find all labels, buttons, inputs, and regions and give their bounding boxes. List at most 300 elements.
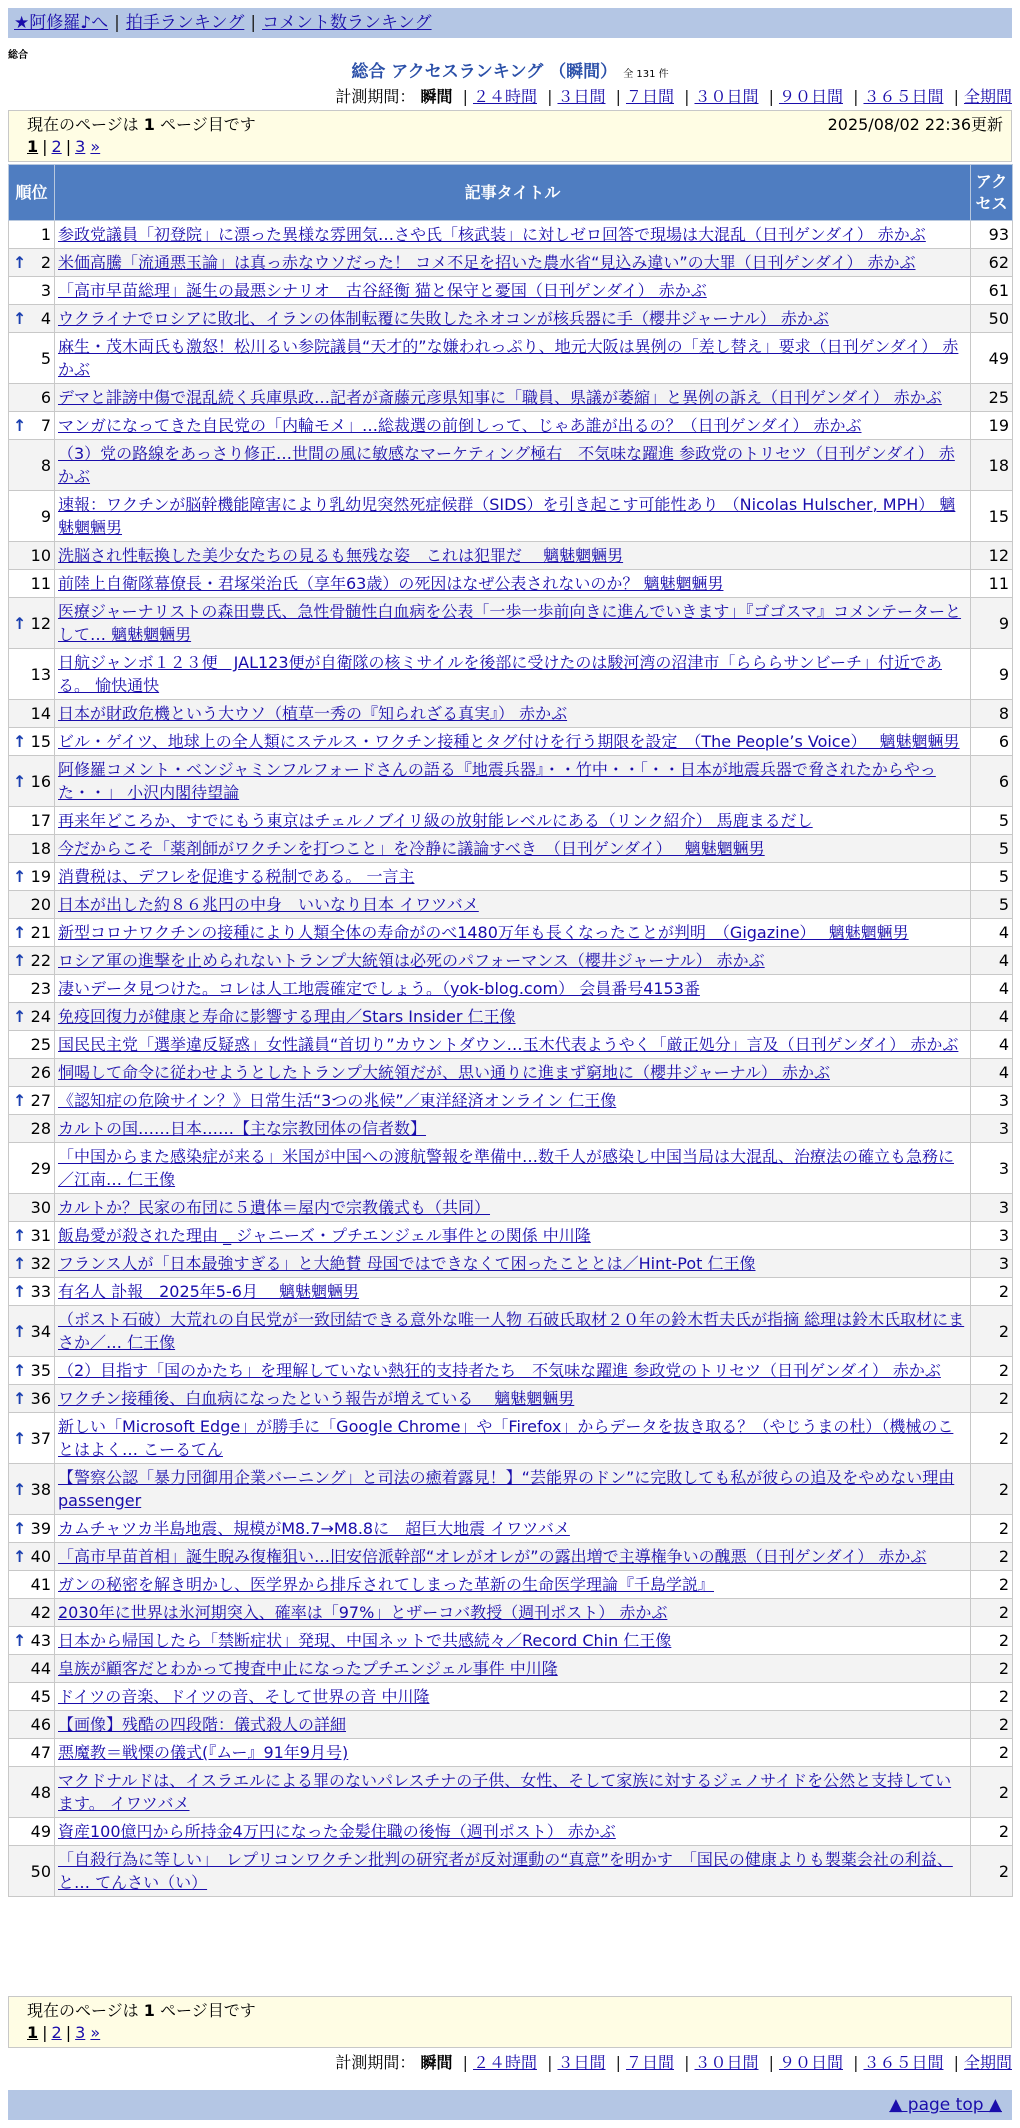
table-row — [9, 1739, 1013, 1767]
article-title-link[interactable]: 消費税は、デフレを促進する税制である。 一言主 — [58, 867, 415, 886]
page-info-bottom — [8, 1996, 1012, 2048]
rank-number: 33 — [30, 1282, 51, 1301]
clap-ranking-link[interactable]: 拍手ランキング — [125, 13, 245, 33]
rank-number: 6 — [40, 388, 51, 407]
rank-number: 12 — [30, 613, 51, 633]
article-title-link[interactable]: 日航ジャンボ１２３便 JAL123便が自衛隊の核ミサイルを後部に受けたのは駿河湾の沼津市「らららサンビーチ」付近である。 愉快通快 — [58, 653, 942, 695]
rank-cell — [9, 728, 55, 756]
page-info-suffix: ページ目です — [154, 2001, 256, 2020]
title-cell — [55, 440, 971, 491]
access-count: 3 — [971, 1087, 1013, 1115]
period-separator: | — [953, 2053, 959, 2072]
table-row — [9, 1627, 1013, 1655]
rank-cell — [9, 570, 55, 598]
rank-cell — [9, 1115, 55, 1143]
article-title-link[interactable]: （2）目指す「国のかたち」を理解していない熱狂的支持者たち 不気味な躍進 参政党のトリセツ（日刊ゲンダイ） 赤かぶ — [58, 1361, 941, 1380]
period-24h-link[interactable]: ２４時間 — [472, 2053, 537, 2072]
article-title-link[interactable]: 【警察公認「暴力団御用企業バーニング」と司法の癒着露見！】“芸能界のドン”に完敗しても私が彼らの追及をやめない理由 passenger — [58, 1468, 955, 1510]
rank-number: 47 — [30, 1743, 51, 1762]
access-count: 2 — [971, 1739, 1013, 1767]
access-count: 61 — [971, 277, 1013, 305]
rank-number: 10 — [30, 546, 51, 565]
table-row — [9, 491, 1013, 542]
rank-number: 32 — [30, 1254, 51, 1273]
page-info-prefix: 現在のページは — [27, 115, 144, 134]
rank-cell — [9, 1059, 55, 1087]
rank-up-arrow-icon: ↑ — [13, 923, 27, 942]
table-row — [9, 1818, 1013, 1846]
rank-cell — [9, 947, 55, 975]
article-title-link[interactable]: 《認知症の危険サイン？》日常生活“3つの兆候”／東洋経済オンライン 仁王像 — [58, 1091, 617, 1110]
access-count: 3 — [971, 1250, 1013, 1278]
rank-cell — [9, 1711, 55, 1739]
article-title-link[interactable]: 新型コロナワクチンの接種により人類全体の寿命がのべ1480万年も長くなったことが判明 （Gigazine） 魑魅魍魎男 — [58, 923, 909, 942]
rank-cell — [9, 700, 55, 728]
access-count: 4 — [971, 1003, 1013, 1031]
title-cell — [55, 384, 971, 412]
period-30d-link[interactable]: ３０日間 — [694, 2053, 759, 2072]
rank-number: 23 — [30, 979, 51, 998]
page-info-number: 1 — [143, 115, 155, 134]
rank-cell — [9, 1222, 55, 1250]
title-cell — [55, 975, 971, 1003]
period-90d-link[interactable]: ９０日間 — [778, 2053, 843, 2072]
title-cell — [55, 919, 971, 947]
comment-ranking-link[interactable]: コメント数ランキング — [262, 13, 432, 33]
article-title-link[interactable]: 今だからこそ「薬剤師がワクチンを打つこと」を冷静に議論すべき （日刊ゲンダイ） 魑魅魍魎男 — [58, 839, 765, 858]
pager-next[interactable]: » — [90, 2023, 101, 2042]
rank-cell — [9, 649, 55, 700]
period-3d-link[interactable]: ３日間 — [557, 87, 606, 106]
access-count: 2 — [971, 1413, 1013, 1464]
access-count: 2 — [971, 1306, 1013, 1357]
period-7d-link[interactable]: ７日間 — [625, 2053, 674, 2072]
rank-number: 42 — [30, 1603, 51, 1622]
access-count: 2 — [971, 1767, 1013, 1818]
table-row — [9, 891, 1013, 919]
rank-up-arrow-icon: ↑ — [13, 1428, 27, 1448]
table-row — [9, 649, 1013, 700]
access-count: 2 — [971, 1599, 1013, 1627]
table-row — [9, 1515, 1013, 1543]
ranking-table-body — [9, 221, 1013, 1897]
title-cell — [55, 1627, 971, 1655]
article-title-link[interactable]: 国民民主党「選挙違反疑惑」女性議員“首切り”カウントダウン…玉木代表ようやく「厳正処分」言及（日刊ゲンダイ） 赤かぶ — [58, 1035, 959, 1054]
rank-number: 29 — [30, 1158, 51, 1178]
table-row — [9, 1222, 1013, 1250]
title-cell — [55, 700, 971, 728]
rank-cell — [9, 1413, 55, 1464]
article-title-link[interactable]: 日本から帰国したら「禁断症状」発現、中国ネットで共感続々／Record Chin 仁王像 — [58, 1631, 672, 1650]
rank-cell — [9, 1194, 55, 1222]
title-cell — [55, 1385, 971, 1413]
article-title-link[interactable]: ガンの秘密を解き明かし、医学界から排斥されてしまった革新の生命医学理論『千島学説』 — [58, 1575, 715, 1594]
title-cell — [55, 1357, 971, 1385]
article-title-link[interactable]: 阿修羅コメント・ベンジャミンフルフォードさんの語る『地震兵器』・・竹中・・「・・日本が地震兵器で脅されたからやった・・」 小沢内閣待望論 — [58, 760, 936, 802]
rank-up-arrow-icon: ↑ — [13, 732, 27, 751]
title-cell — [55, 542, 971, 570]
article-title-link[interactable]: 前陸上自衛隊幕僚長・君塚栄治氏（享年63歳）の死因はなぜ公表されないのか？ 魑魅魍魎男 — [58, 574, 724, 593]
access-count: 2 — [971, 1655, 1013, 1683]
title-cell — [55, 835, 971, 863]
article-title-link[interactable]: 速報：ワクチンが脳幹機能障害により乳幼児突然死症候群（SIDS）を引き起こす可能性あり （Nicolas Hulscher, MPH） 魑魅魍魎男 — [58, 495, 956, 537]
access-count: 2 — [971, 1571, 1013, 1599]
article-title-link[interactable]: デマと誹謗中傷で混乱続く兵庫県政…記者が斎藤元彦県知事に「職員、県議が萎縮」と異例の訴え（日刊ゲンダイ） 赤かぶ — [58, 388, 942, 407]
table-row — [9, 1543, 1013, 1571]
rank-number: 20 — [30, 895, 51, 914]
article-title-link[interactable]: 日本が財政危機という大ウソ（植草一秀の『知られざる真実』） 赤かぶ — [58, 704, 568, 723]
period-365d-link[interactable]: ３６５日間 — [863, 2053, 944, 2072]
table-row — [9, 863, 1013, 891]
table-row — [9, 975, 1013, 1003]
pager-page-2[interactable]: 2 — [51, 137, 62, 156]
access-count: 2 — [971, 1464, 1013, 1515]
article-title-link[interactable]: 「高市早苗首相」誕生睨み復権狙い…旧安倍派幹部“オレがオレが”の露出増で主導権争いの醜悪（日刊ゲンダイ） 赤かぶ — [58, 1547, 927, 1566]
access-count: 4 — [971, 1031, 1013, 1059]
nav-separator: | — [114, 13, 120, 33]
title-cell — [55, 1711, 971, 1739]
article-title-link[interactable]: カルトの国……日本……【主な宗教団体の信者数】 — [58, 1119, 427, 1138]
access-count: 2 — [971, 1543, 1013, 1571]
pager-current-page: 1 — [27, 2023, 39, 2042]
table-row — [9, 1194, 1013, 1222]
access-count: 18 — [971, 440, 1013, 491]
rank-number: 34 — [30, 1321, 51, 1341]
table-row — [9, 1767, 1013, 1818]
rank-number: 46 — [30, 1715, 51, 1734]
rank-up-arrow-icon: ↑ — [13, 951, 27, 970]
rank-number: 43 — [30, 1631, 51, 1650]
table-row — [9, 305, 1013, 333]
table-row — [9, 1003, 1013, 1031]
access-count: 4 — [971, 919, 1013, 947]
rank-number: 15 — [30, 732, 51, 751]
table-row — [9, 1087, 1013, 1115]
table-row — [9, 1250, 1013, 1278]
title-cell — [55, 1115, 971, 1143]
access-count: 3 — [971, 1115, 1013, 1143]
article-title-link[interactable]: 米価高騰「流通悪玉論」は真っ赤なウソだった！ コメ不足を招いた農水省“見込み違い”の大罪（日刊ゲンダイ） 赤かぶ — [58, 253, 916, 272]
rank-cell — [9, 1385, 55, 1413]
period-separator: | — [462, 2053, 468, 2072]
rank-cell — [9, 277, 55, 305]
rank-cell — [9, 384, 55, 412]
rank-cell — [9, 835, 55, 863]
rank-cell — [9, 1599, 55, 1627]
rank-number: 3 — [40, 281, 51, 300]
rank-number: 26 — [30, 1063, 51, 1082]
pager-top — [27, 136, 993, 158]
period-all-link[interactable]: 全期間 — [963, 2053, 1012, 2072]
article-title-link[interactable]: 凄いデータ見つけた。コレは人工地震確定でしょう。（yok-blog.com） 会員番号4153番 — [58, 979, 700, 998]
pager-separator: | — [42, 137, 48, 156]
article-title-link[interactable]: 洗脳され性転換した美少女たちの見るも無残な姿 これは犯罪だ 魑魅魍魎男 — [58, 546, 624, 565]
article-title-link[interactable]: 参政党議員「初登院」に漂った異様な雰囲気…さや氏「核武装」に対しゼロ回答で現場は大混乱（日刊ゲンダイ） 赤かぶ — [58, 225, 926, 244]
table-row — [9, 277, 1013, 305]
rank-cell — [9, 333, 55, 384]
article-title-link[interactable]: 飯島愛が殺された理由 _ ジャニーズ・プチエンジェル事件との関係 中川隆 — [58, 1226, 591, 1245]
rank-cell — [9, 1003, 55, 1031]
table-row — [9, 1711, 1013, 1739]
rank-cell — [9, 1143, 55, 1194]
title-cell — [55, 728, 971, 756]
updated-timestamp: 2025/08/02 22:36更新 — [827, 115, 1003, 134]
period-24h-link[interactable]: ２４時間 — [472, 87, 537, 106]
rank-up-arrow-icon: ↑ — [13, 1226, 27, 1245]
rank-number: 25 — [30, 1035, 51, 1054]
period-90d-link[interactable]: ９０日間 — [778, 87, 843, 106]
article-title-link[interactable]: ドイツの音楽、ドイツの音、そして世界の音 中川隆 — [58, 1687, 430, 1706]
access-count: 4 — [971, 975, 1013, 1003]
table-row — [9, 440, 1013, 491]
pager-current-page: 1 — [27, 137, 39, 156]
rank-up-arrow-icon: ↑ — [13, 1631, 27, 1650]
table-row — [9, 1059, 1013, 1087]
access-count: 11 — [971, 570, 1013, 598]
rank-cell — [9, 1767, 55, 1818]
rank-number: 44 — [30, 1659, 51, 1678]
table-row — [9, 221, 1013, 249]
access-count: 4 — [971, 1059, 1013, 1087]
period-7d-link[interactable]: ７日間 — [625, 87, 674, 106]
pager-separator: | — [65, 2023, 72, 2042]
access-count: 12 — [971, 542, 1013, 570]
access-count: 8 — [971, 700, 1013, 728]
table-row — [9, 1357, 1013, 1385]
period-current: 瞬間 — [420, 87, 453, 106]
article-title-link[interactable]: マクドナルドは、イスラエルによる罪のないパレスチナの子供、女性、そして家族に対するジェノサイドを公然と支持しています。 イワツバメ — [58, 1771, 952, 1813]
rank-cell — [9, 249, 55, 277]
period-separator: | — [768, 2053, 774, 2072]
pager-next[interactable]: » — [90, 137, 101, 156]
home-link[interactable]: ★阿修羅♪へ — [14, 13, 109, 33]
rank-number: 9 — [40, 506, 51, 526]
table-row — [9, 570, 1013, 598]
title-cell — [55, 1767, 971, 1818]
pager-separator: | — [65, 137, 72, 156]
title-cell — [55, 1515, 971, 1543]
access-count: 2 — [971, 1385, 1013, 1413]
section-label: 総合 — [8, 50, 28, 61]
period-separator: | — [547, 2053, 553, 2072]
rank-cell — [9, 542, 55, 570]
article-title-link[interactable]: ワクチン接種後、白血病になったという報告が増えている 魑魅魍魎男 — [58, 1389, 575, 1408]
title-column-header: 記事タイトル — [55, 165, 971, 221]
rank-up-arrow-icon: ↑ — [13, 1519, 27, 1538]
title-cell — [55, 1194, 971, 1222]
article-title-link[interactable]: 医療ジャーナリストの森田豊氏、急性骨髄性白血病を公表「一歩一歩前向きに進んでいきます」『ゴゴスマ』コメンテーターとして… 魑魅魍魎男 — [58, 602, 962, 644]
article-title-link[interactable]: 再来年どころか、すでにもう東京はチェルノブイリ級の放射能レベルにある（リンク紹介） 馬鹿まるだし — [58, 811, 813, 830]
pager-page-2[interactable]: 2 — [51, 2023, 62, 2042]
rank-number: 50 — [30, 1861, 51, 1881]
rank-number: 48 — [30, 1782, 51, 1802]
article-title-link[interactable]: カルトか？民家の布団に５遺体＝屋内で宗教儀式も（共同） — [58, 1198, 491, 1217]
rank-up-arrow-icon: ↑ — [13, 416, 27, 435]
rank-number: 36 — [30, 1389, 51, 1408]
table-row — [9, 1571, 1013, 1599]
article-title-link[interactable]: 麻生・茂木両氏も激怒！松川るい参院議員“天才的”な嫌われっぷり、地元大阪は異例の「差し替え」要求（日刊ゲンダイ） 赤かぶ — [58, 337, 959, 379]
title-cell — [55, 1413, 971, 1464]
period-separator: | — [853, 87, 859, 106]
rank-number: 45 — [30, 1687, 51, 1706]
rank-up-arrow-icon: ↑ — [13, 1321, 27, 1341]
article-title-link[interactable]: マンガになってきた自民党の「内輪モメ」…総裁選の前倒しって、じゃあ誰が出るの？（日刊ゲンダイ） 赤かぶ — [58, 416, 862, 435]
rank-cell — [9, 1357, 55, 1385]
page-info-suffix: ページ目です — [154, 115, 256, 134]
rank-number: 24 — [30, 1007, 51, 1026]
title-cell — [55, 1543, 971, 1571]
rank-cell — [9, 412, 55, 440]
rank-number: 41 — [30, 1575, 51, 1594]
rank-up-arrow-icon: ↑ — [13, 867, 27, 886]
table-row — [9, 1683, 1013, 1711]
title-cell — [55, 333, 971, 384]
rank-cell — [9, 863, 55, 891]
rank-cell — [9, 1515, 55, 1543]
rank-cell — [9, 598, 55, 649]
title-cell — [55, 649, 971, 700]
period-separator: | — [853, 2053, 859, 2072]
rank-up-arrow-icon: ↑ — [13, 309, 27, 328]
period-30d-link[interactable]: ３０日間 — [694, 87, 759, 106]
article-title-link[interactable]: 2030年に世界は氷河期突入、確率は「97%」とザーコバ教授（週刊ポスト） 赤かぶ — [58, 1603, 668, 1622]
period-all-link[interactable]: 全期間 — [963, 87, 1012, 106]
rank-number: 7 — [40, 416, 51, 435]
rank-cell — [9, 1543, 55, 1571]
rank-up-arrow-icon: ↑ — [13, 1254, 27, 1273]
rank-cell — [9, 1087, 55, 1115]
title-cell — [55, 1599, 971, 1627]
rank-cell — [9, 975, 55, 1003]
table-row — [9, 384, 1013, 412]
bottom-bar — [8, 2090, 1012, 2120]
title-cell — [55, 249, 971, 277]
rank-number: 38 — [30, 1479, 51, 1499]
pager-page-3[interactable]: 3 — [75, 137, 86, 156]
title-cell — [55, 221, 971, 249]
table-row — [9, 1031, 1013, 1059]
table-row — [9, 807, 1013, 835]
table-row — [9, 700, 1013, 728]
table-row — [9, 919, 1013, 947]
rank-up-arrow-icon: ↑ — [13, 1389, 27, 1408]
article-title-link[interactable]: 「中国からまた感染症が来る」米国が中国への渡航警報を準備中…数千人が感染し中国当局は大混乱、治療法の確立も急務に／江南… 仁王像 — [58, 1147, 955, 1189]
article-title-link[interactable]: ロシア軍の進撃を止められないトランプ大統領は必死のパフォーマンス（櫻井ジャーナル） 赤かぶ — [58, 951, 765, 970]
article-title-link[interactable]: 免疫回復力が健康と寿命に影響する理由／Stars Insider 仁王像 — [58, 1007, 516, 1026]
access-count: 5 — [971, 863, 1013, 891]
rank-number: 40 — [30, 1547, 51, 1566]
rank-number: 39 — [30, 1519, 51, 1538]
article-title-link[interactable]: 資産100億円から所持金4万円になった金髪住職の後悔（週刊ポスト） 赤かぶ — [58, 1822, 616, 1841]
period-separator: | — [615, 2053, 621, 2072]
table-row — [9, 249, 1013, 277]
title-cell — [55, 891, 971, 919]
rank-number: 22 — [30, 951, 51, 970]
title-cell — [55, 947, 971, 975]
access-count: 2 — [971, 1846, 1013, 1897]
access-count: 9 — [971, 649, 1013, 700]
period-3d-link[interactable]: ３日間 — [557, 2053, 606, 2072]
article-title-link[interactable]: 悪魔教＝戦慄の儀式(『ムー』91年9月号) — [58, 1743, 349, 1762]
rank-number: 16 — [30, 771, 51, 791]
title-cell — [55, 1306, 971, 1357]
rank-number: 17 — [30, 811, 51, 830]
table-row — [9, 333, 1013, 384]
table-row — [9, 1115, 1013, 1143]
period-365d-link[interactable]: ３６５日間 — [863, 87, 944, 106]
rank-cell — [9, 1739, 55, 1767]
page-info-prefix: 現在のページは — [27, 2001, 144, 2020]
rank-cell — [9, 1031, 55, 1059]
article-title-link[interactable]: 「高市早苗総理」誕生の最悪シナリオ 古谷経衡 猫と保守と憂国（日刊ゲンダイ） 赤かぶ — [58, 281, 707, 300]
access-count: 5 — [971, 807, 1013, 835]
pager-bottom — [27, 2022, 993, 2044]
rank-number: 49 — [30, 1822, 51, 1841]
table-row — [9, 542, 1013, 570]
table-row — [9, 1385, 1013, 1413]
rank-number: 1 — [40, 225, 51, 244]
title-cell — [55, 277, 971, 305]
rank-cell — [9, 1464, 55, 1515]
title-cell — [55, 1464, 971, 1515]
title-cell — [55, 1031, 971, 1059]
access-count: 3 — [971, 1222, 1013, 1250]
rank-cell — [9, 891, 55, 919]
period-separator: | — [615, 87, 621, 106]
table-row — [9, 1599, 1013, 1627]
title-cell — [55, 1222, 971, 1250]
article-title-link[interactable]: 恫喝して命令に従わせようとしたトランプ大統領だが、思い通りに進まず窮地に（櫻井ジャーナル） 赤かぶ — [58, 1063, 830, 1082]
ranking-table — [8, 164, 1013, 1897]
article-title-link[interactable]: ビル・ゲイツ、地球上の全人類にステルス・ワクチン接種とタグ付けを行う期限を設定 （The People’s Voice） 魑魅魍魎男 — [58, 732, 960, 751]
rank-number: 19 — [30, 867, 51, 886]
rank-number: 30 — [30, 1198, 51, 1217]
article-title-link[interactable]: 皇族が顧客だとわかって捜査中止になったプチエンジェル事件 中川隆 — [58, 1659, 558, 1678]
rank-number: 2 — [40, 253, 51, 272]
article-title-link[interactable]: カムチャツカ半島地震、規模がM8.7→M8.8に 超巨大地震 イワツバメ — [58, 1519, 570, 1538]
access-count: 15 — [971, 491, 1013, 542]
title-cell — [55, 1250, 971, 1278]
title-cell — [55, 1087, 971, 1115]
article-title-link[interactable]: 「自殺行為に等しい」 レプリコンワクチン批判の研究者が反対運動の“真意”を明かす 「国民の健康よりも製薬会社の利益、と… てんさい（い） — [58, 1850, 953, 1892]
article-title-link[interactable]: ウクライナでロシアに敗北、イランの体制転覆に失敗したネオコンが核兵器に手（櫻井ジャーナル） 赤かぶ — [58, 309, 829, 328]
period-current: 瞬間 — [420, 2053, 453, 2072]
title-cell — [55, 1655, 971, 1683]
rank-number: 5 — [40, 348, 51, 368]
pager-page-3[interactable]: 3 — [75, 2023, 86, 2042]
access-count: 6 — [971, 728, 1013, 756]
article-title-link[interactable]: （ポスト石破）大荒れの自民党が一致団結できる意外な唯一人物 石破氏取材２０年の鈴木哲夫氏が指摘 総理は鈴木氏取材にまさか／… 仁王像 — [58, 1310, 965, 1352]
article-title-link[interactable]: 新しい「Microsoft Edge」が勝手に「Google Chrome」や「Firefox」からデータを抜き取る？（やじうまの杜）（機械のことはよく… こーるてん — [58, 1417, 954, 1459]
article-title-link[interactable]: 日本が出した約８６兆円の中身 いいなり日本 イワツバメ — [58, 895, 479, 914]
period-separator: | — [684, 87, 690, 106]
article-title-link[interactable]: フランス人が「日本最強すぎる」と大絶賛 母国ではできなくて困ったこととは／Hint-Pot 仁王像 — [58, 1254, 756, 1273]
access-count: 2 — [971, 1515, 1013, 1543]
title-cell — [55, 412, 971, 440]
article-title-link[interactable]: （3）党の路線をあっさり修正…世間の風に敏感なマーケティング極右 不気味な躍進 参政党のトリセツ（日刊ゲンダイ） 赤かぶ — [58, 444, 955, 486]
access-count: 93 — [971, 221, 1013, 249]
top-nav-bar — [8, 8, 1012, 38]
total-count: 全 131 件 — [623, 69, 669, 80]
page-top-link[interactable]: ▲ page top ▲ — [889, 2095, 1002, 2115]
page-info-text — [27, 2000, 993, 2022]
rank-cell — [9, 1818, 55, 1846]
page-info-top — [8, 110, 1012, 162]
article-title-link[interactable]: 【画像】残酷の四段階：儀式殺人の詳細 — [58, 1715, 347, 1734]
title-cell — [55, 1143, 971, 1194]
article-title-link[interactable]: 有名人 訃報 2025年5-6月 魑魅魍魎男 — [58, 1282, 360, 1301]
nav-separator: | — [250, 13, 257, 33]
